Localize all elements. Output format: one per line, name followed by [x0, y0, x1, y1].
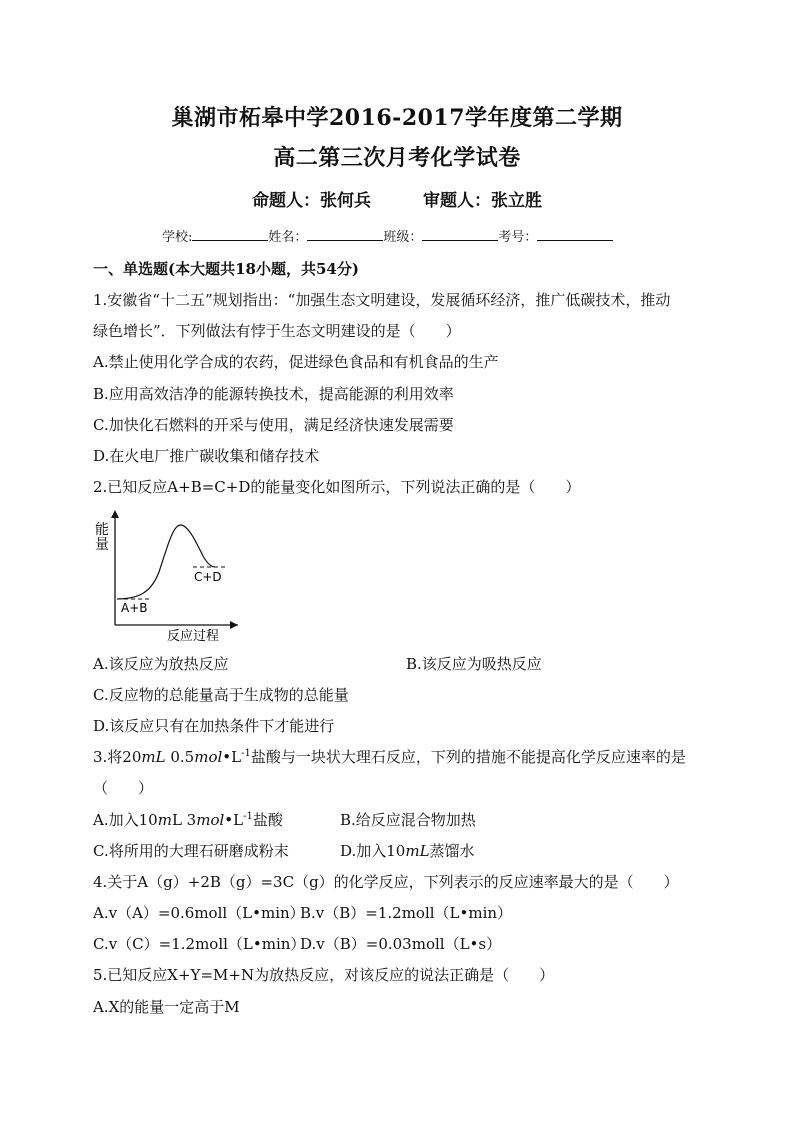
- q4-option-b: B.v（B）=1.2moll（L•min）: [300, 904, 513, 922]
- q3-option-d: [340, 840, 475, 861]
- q2-stem: 2.已知反应A+B=C+D的能量变化如图所示，下列说法正确的是（ ）: [93, 478, 581, 496]
- reactant-label: A+B: [121, 601, 148, 615]
- q2-option-b: B.该反应为吸热反应: [406, 655, 542, 673]
- q2-option-d: D.该反应只有在加热条件下才能进行: [93, 717, 335, 735]
- q3-d-suffix: 蒸馏水: [429, 842, 475, 860]
- q3-stem-line2: （ ）: [93, 779, 154, 797]
- q3-d-prefix: D.加入10: [340, 842, 406, 860]
- y-axis-label-char1: 能: [95, 522, 109, 538]
- q4-option-d: D.v（B）=0.03moll（L•s）: [300, 935, 502, 953]
- q1-option-b: B.应用高效洁净的能源转换技术，提高能源的利用效率: [93, 385, 454, 403]
- student-info-row: [162, 226, 613, 245]
- q1-option-c: C.加快化石燃料的开采与使用，满足经济快速发展需要: [93, 416, 454, 434]
- q3-stem-part1: 3.将20: [93, 748, 142, 766]
- q3-exponent: -1: [241, 748, 251, 759]
- q2-option-c: C.反应物的总能量高于生成物的总能量: [93, 686, 349, 704]
- energy-curve: [117, 525, 215, 599]
- q3-stem-line1: [93, 746, 686, 767]
- class-label: 班级：: [383, 230, 423, 245]
- q3-a-unit-m: m: [157, 811, 172, 829]
- q1-option-d: D.在火电厂推广碳收集和储存技术: [93, 447, 320, 465]
- q3-option-b: B.给反应混合物加热: [340, 811, 476, 829]
- q3-d-unit-ml: mL: [405, 842, 430, 860]
- school-blank: [192, 227, 268, 241]
- exam-no-label: 考号：: [498, 230, 538, 245]
- exam-title-line1: 巢湖市柘皋中学2016-2017学年度第二学期: [171, 105, 623, 131]
- q3-a-exponent: -1: [243, 811, 253, 822]
- class-blank: [422, 227, 498, 241]
- energy-diagram: [93, 508, 243, 643]
- q3-a-unit-mol: mol: [196, 811, 225, 829]
- q3-stem-part2: 盐酸与一块状大理石反应，下列的措施不能提高化学反应速率的是: [250, 748, 686, 766]
- q4-stem: 4.关于A（g）+2B（g）=3C（g）的化学反应，下列表示的反应速率最大的是（ ）: [93, 873, 679, 891]
- q3-unit-l: •L: [222, 748, 242, 766]
- q3-a-prefix: A.加入10: [93, 811, 158, 829]
- q3-a-suffix: 盐酸: [252, 811, 283, 829]
- exam-no-blank: [537, 227, 613, 241]
- school-label: 学校:: [162, 230, 193, 245]
- q2-option-a: A.该反应为放热反应: [93, 655, 229, 673]
- x-axis-arrow: [230, 621, 238, 629]
- q3-option-c: C.将所用的大理石研磨成粉末: [93, 842, 289, 860]
- x-axis-label: 反应过程: [167, 629, 220, 643]
- q3-concentration: 0.5: [165, 748, 195, 766]
- name-label: 姓名：: [268, 230, 308, 245]
- y-axis-arrow: [111, 510, 119, 518]
- q1-option-a: A.禁止使用化学合成的农药，促进绿色食品和有机食品的生产: [93, 353, 499, 371]
- q4-option-a: A.v（A）=0.6moll（L•min）: [93, 904, 305, 922]
- product-label: C+D: [194, 570, 222, 584]
- q3-unit-ml: mL: [141, 748, 166, 766]
- q3-unit-mol: mol: [194, 748, 223, 766]
- q1-stem-line1: 1.安徽省“十二五”规划指出：“加强生态文明建设，发展循环经济，推广低碳技术，推动: [93, 291, 671, 309]
- y-axis-label-char2: 量: [95, 537, 109, 553]
- name-blank: [307, 227, 383, 241]
- exam-title-line2: 高二第三次月考化学试卷: [273, 145, 521, 171]
- q1-stem-line2: 绿色增长”．下列做法有悖于生态文明建设的是（ ）: [93, 322, 461, 340]
- q5-option-a: A.X的能量一定高于M: [93, 998, 240, 1016]
- author-line: [0, 186, 794, 211]
- reviewer: 审题人：张立胜: [423, 191, 542, 211]
- q5-stem: 5.已知反应X+Y=M+N为放热反应，对该反应的说法正确是（ ）: [93, 966, 555, 984]
- author: 命题人：张何兵: [252, 191, 371, 211]
- q3-a-unit-l: •L: [224, 811, 244, 829]
- section-heading: 一、单选题(本大题共18小题，共54分): [93, 260, 359, 278]
- q3-option-a: [93, 809, 283, 830]
- q3-a-middle: L 3: [171, 811, 197, 829]
- q4-option-c: C.v（C）=1.2moll（L•min）: [93, 935, 306, 953]
